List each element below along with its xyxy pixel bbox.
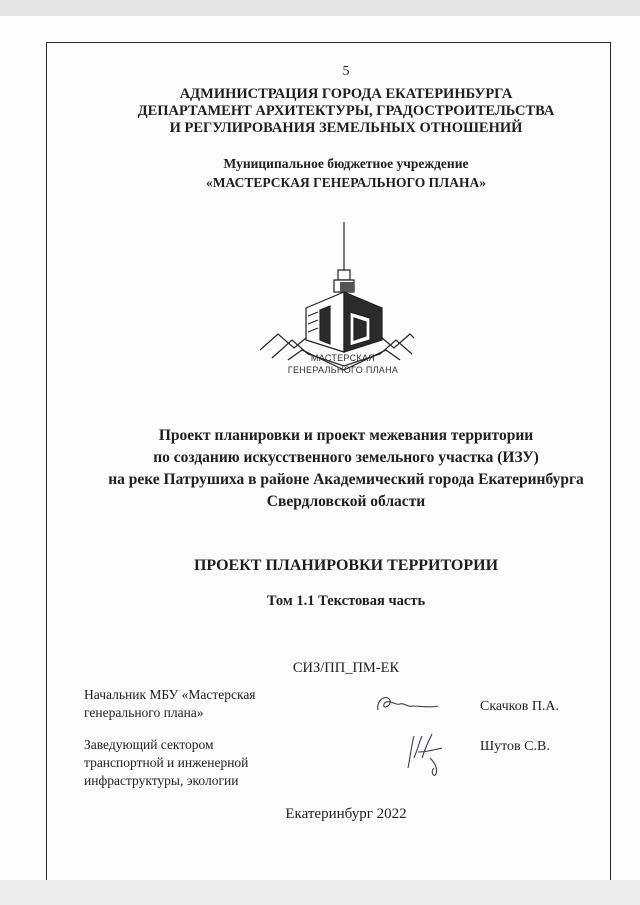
project-title [46,425,640,513]
project-title-line-2: по созданию искусственного земельного участка (ИЗУ) [153,449,539,466]
signature-2-icon [400,728,450,780]
document-code: СИЗ/ПП_ПМ-ЕК [292,660,400,676]
signatory-role-2 [84,736,248,790]
signatory-name-1: Скачков П.А. [480,699,560,714]
volume-title: Том 1.1 Текстовая часть [266,593,426,609]
signatory-role-2-line-3: инфраструктуры, экологии [84,773,239,788]
signatory-name-2: Шутов С.В. [480,739,550,754]
section-title: ПРОЕКТ ПЛАНИРОВКИ ТЕРРИТОРИИ [193,557,499,574]
institution-line-2: «МАСТЕРСКАЯ ГЕНЕРАЛЬНОГО ПЛАНА» [206,175,486,190]
header-line-2: ДЕПАРТАМЕНТ АРХИТЕКТУРЫ, ГРАДОСТРОИТЕЛЬСТВА [137,103,555,119]
page-number: 5 [342,64,350,79]
project-title-line-4: Свердловской области [266,493,426,510]
signatory-role-2-line-1: Заведующий сектором [84,737,214,752]
signatory-role-1-line-1: Начальник МБУ «Мастерская [84,687,256,702]
scan-top-shadow [0,0,640,16]
scan-bottom-shadow [0,880,640,905]
header-line-3: И РЕГУЛИРОВАНИЯ ЗЕМЕЛЬНЫХ ОТНОШЕНИЙ [169,120,523,136]
institution-line-1: Муниципальное бюджетное учреждение [223,156,469,171]
signatory-role-1 [84,686,256,722]
header-line-1: АДМИНИСТРАЦИЯ ГОРОДА ЕКАТЕРИНБУРГА [179,86,513,102]
administration-header [46,86,640,137]
project-title-line-1: Проект планировки и проект межевания территории [158,427,534,444]
signature-1-icon [372,690,442,720]
signatory-role-2-line-2: транспортной и инженерной [84,755,249,770]
project-title-line-3: на реке Патрушиха в районе Академический города Екатеринбурга [108,471,584,488]
signatory-role-1-line-2: генерального плана» [84,705,204,720]
institution-name [46,154,640,192]
logo-caption-line-1: МАСТЕРСКАЯ [310,353,376,363]
city-year: Екатеринбург 2022 [285,806,407,822]
logo-caption [258,352,428,376]
logo-caption-line-2: ГЕНЕРАЛЬНОГО ПЛАНА [287,365,399,375]
